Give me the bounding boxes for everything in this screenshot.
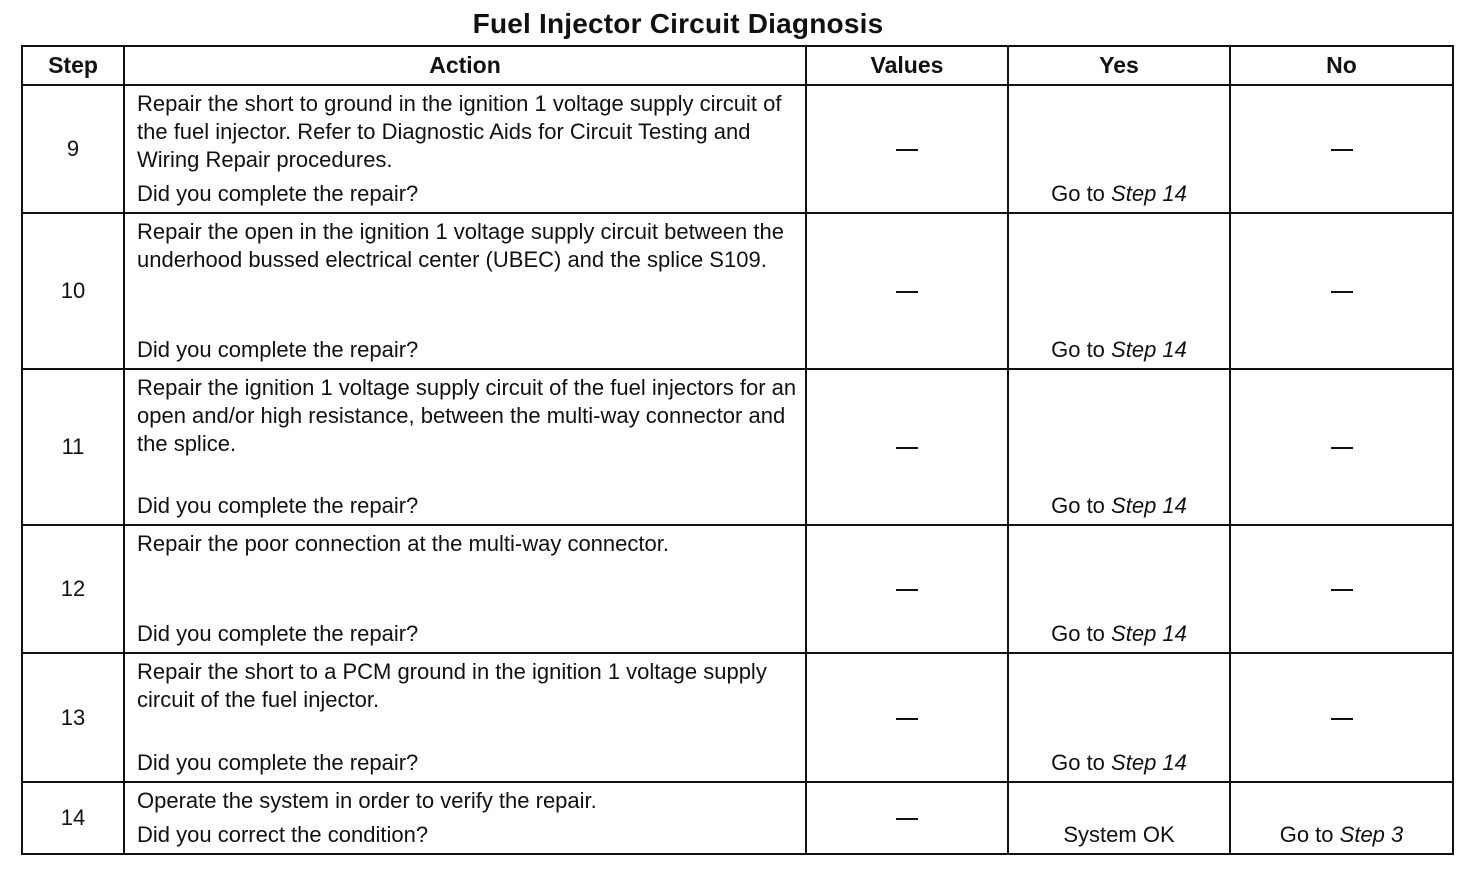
yes-step-link[interactable]: Step 14 (1111, 337, 1187, 362)
no-dash (1331, 447, 1353, 449)
yes-result (1009, 180, 1229, 208)
diagnosis-table (21, 45, 1454, 855)
values-cell (806, 369, 1008, 525)
column-header-step: Step (22, 46, 124, 85)
yes-result (1009, 620, 1229, 648)
action-text: Repair the short to a PCM ground in the ignition 1 voltage supply circuit of the fuel injector. (137, 659, 767, 712)
no-result (1231, 821, 1452, 849)
column-header-values: Values (806, 46, 1008, 85)
yes-cell (1008, 782, 1230, 854)
action-question: Did you complete the repair? (137, 493, 419, 518)
yes-result (1009, 336, 1229, 364)
no-cell (1230, 653, 1453, 782)
table-row (22, 213, 1453, 369)
table-row (22, 85, 1453, 213)
values-dash (896, 291, 918, 293)
action-cell (124, 525, 806, 653)
values-cell (806, 653, 1008, 782)
yes-system-ok: System OK (1063, 822, 1175, 847)
yes-step-link[interactable]: Step 14 (1111, 750, 1187, 775)
action-cell (124, 213, 806, 369)
yes-step-link[interactable]: Step 14 (1111, 621, 1187, 646)
yes-cell (1008, 653, 1230, 782)
no-prefix: Go to (1279, 822, 1334, 847)
step-number: 11 (22, 369, 124, 525)
yes-step-link[interactable]: Step 14 (1111, 181, 1187, 206)
values-dash (896, 447, 918, 449)
action-question: Did you complete the repair? (137, 181, 419, 206)
step-number: 14 (22, 782, 124, 854)
yes-cell (1008, 213, 1230, 369)
yes-cell (1008, 525, 1230, 653)
values-cell (806, 85, 1008, 213)
action-text: Repair the ignition 1 voltage supply circuit of the fuel injectors for an open and/or high resistance, between the multi-way connector and the splice. (137, 375, 797, 456)
no-cell (1230, 85, 1453, 213)
no-cell (1230, 525, 1453, 653)
step-number: 9 (22, 85, 124, 213)
column-header-action: Action (124, 46, 806, 85)
action-text: Repair the short to ground in the ignition 1 voltage supply circuit of the fuel injector. Refer to Diagnostic Aids for Circuit Testing and Wiring Repair procedures. (137, 91, 782, 172)
no-cell (1230, 369, 1453, 525)
yes-prefix: Go to (1051, 493, 1105, 518)
table-row (22, 653, 1453, 782)
no-dash (1331, 291, 1353, 293)
yes-cell (1008, 85, 1230, 213)
action-question: Did you complete the repair? (137, 621, 419, 646)
no-dash (1331, 718, 1353, 720)
step-number: 13 (22, 653, 124, 782)
action-cell (124, 782, 806, 854)
values-cell (806, 525, 1008, 653)
no-cell (1230, 782, 1453, 854)
action-text: Operate the system in order to verify the repair. (137, 788, 597, 813)
no-step-link[interactable]: Step 3 (1339, 822, 1404, 847)
yes-result (1009, 749, 1229, 777)
values-dash (896, 589, 918, 591)
action-question: Did you complete the repair? (137, 337, 419, 362)
action-text: Repair the open in the ignition 1 voltage supply circuit between the underhood bussed electrical center (UBEC) and the splice S109. (137, 219, 784, 272)
page-title: Fuel Injector Circuit Diagnosis (472, 8, 884, 39)
action-cell (124, 369, 806, 525)
yes-prefix: Go to (1051, 750, 1105, 775)
yes-cell (1008, 369, 1230, 525)
values-cell (806, 782, 1008, 854)
no-dash (1331, 149, 1353, 151)
table-row (22, 369, 1453, 525)
yes-result (1009, 821, 1229, 849)
values-dash (896, 718, 918, 720)
yes-step-link[interactable]: Step 14 (1111, 493, 1187, 518)
values-dash (896, 149, 918, 151)
step-number: 12 (22, 525, 124, 653)
action-question: Did you complete the repair? (137, 750, 419, 775)
yes-prefix: Go to (1051, 181, 1105, 206)
action-question: Did you correct the condition? (137, 822, 429, 847)
column-header-no: No (1230, 46, 1453, 85)
action-text: Repair the poor connection at the multi-way connector. (137, 531, 669, 556)
action-cell (124, 85, 806, 213)
action-cell (124, 653, 806, 782)
yes-result (1009, 492, 1229, 520)
yes-prefix: Go to (1051, 621, 1105, 646)
no-cell (1230, 213, 1453, 369)
no-dash (1331, 589, 1353, 591)
column-header-yes: Yes (1008, 46, 1230, 85)
values-cell (806, 213, 1008, 369)
table-row (22, 782, 1453, 854)
table-row (22, 525, 1453, 653)
table-header-row (22, 46, 1453, 85)
values-dash (896, 818, 918, 820)
yes-prefix: Go to (1051, 337, 1105, 362)
step-number: 10 (22, 213, 124, 369)
